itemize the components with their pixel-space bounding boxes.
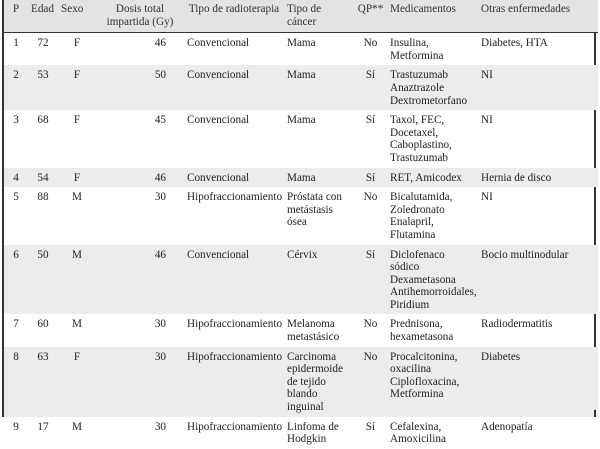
cell-radiotherapy-type: Convencional xyxy=(184,245,284,315)
column-header-dose: Dosis total impartida (Gy) xyxy=(96,0,184,33)
cell-radiotherapy-type: Convencional xyxy=(187,114,250,127)
cell-cancer-type: Próstata con metástasis ósea xyxy=(287,191,342,229)
cell-qp: Sí xyxy=(354,168,387,188)
cell-patient: 2 xyxy=(4,65,28,110)
cell-other-diseases: NI xyxy=(481,114,493,127)
cell-cancer-type: Mama xyxy=(287,37,316,50)
cell-dose: 46 xyxy=(96,245,184,315)
table-row xyxy=(4,168,598,188)
cell-age: 53 xyxy=(28,65,58,110)
table-row xyxy=(4,347,598,417)
cell-cancer-type: Carcinoma epidermoide de tejido blando inguinal xyxy=(284,347,354,417)
cell-other-diseases: Diabetes xyxy=(478,347,598,417)
cell-sex: F xyxy=(58,65,96,110)
cell-qp: No xyxy=(363,191,378,204)
cell-radiotherapy-type: Hipofraccionamiento xyxy=(187,318,283,331)
cell-cancer-type: Mama xyxy=(284,168,354,188)
cell-sex: M xyxy=(72,420,82,433)
cell-sex: F xyxy=(58,168,96,188)
cell-medications: Diclofenaco sódico Dexametasona Antihemorroidales, Piridium xyxy=(387,245,478,315)
column-header-age: Edad xyxy=(28,0,58,33)
cell-radiotherapy-type: Hipofraccionamiento xyxy=(187,191,283,204)
cell-cancer-type: Mama xyxy=(284,65,354,110)
column-header-medications: Medicamentos xyxy=(387,0,478,33)
cell-age: 60 xyxy=(37,318,49,331)
cell-dose: 46 xyxy=(154,37,166,50)
cell-patient: 8 xyxy=(4,347,28,417)
cell-age: 50 xyxy=(28,245,58,315)
table-row xyxy=(4,417,598,449)
cell-medications: RET, Amicodex xyxy=(387,168,478,188)
cell-sex: M xyxy=(72,318,82,331)
table-header-row xyxy=(4,0,598,33)
cell-medications: Procalcitonina, oxacilina Ciplofloxacina, Metformina xyxy=(387,347,478,417)
cell-age: 72 xyxy=(37,37,49,50)
table-row xyxy=(4,33,598,66)
cell-sex: F xyxy=(73,114,81,127)
column-header-other-diseases: Otras enfermedades xyxy=(478,0,598,33)
cell-dose: 30 xyxy=(154,420,166,433)
cell-qp: Sí xyxy=(365,420,376,433)
column-header-patient: P xyxy=(4,0,28,33)
cell-age: 54 xyxy=(28,168,58,188)
table-row xyxy=(4,245,598,315)
cell-other-diseases: Radiodermatitis xyxy=(481,318,553,331)
patient-table xyxy=(4,0,598,449)
cell-age: 63 xyxy=(28,347,58,417)
cell-cancer-type: Melanoma metastásico xyxy=(287,318,340,344)
cell-radiotherapy-type: Convencional xyxy=(184,168,284,188)
cell-cancer-type: Linfoma de Hodgkin xyxy=(287,420,339,446)
cell-patient: 4 xyxy=(4,168,28,188)
cell-qp: Sí xyxy=(365,114,376,127)
cell-other-diseases: Adenopatía xyxy=(481,420,533,433)
cell-other-diseases: Diabetes, HTA xyxy=(481,37,548,50)
patient-table-frame xyxy=(2,0,596,446)
cell-radiotherapy-type: Convencional xyxy=(184,65,284,110)
column-header-sex: Sexo xyxy=(58,0,96,33)
cell-age: 68 xyxy=(37,114,49,127)
cell-patient: 6 xyxy=(4,245,28,315)
cell-medications: Taxol, FEC, Docetaxel, Caboplastino, Trastuzumab xyxy=(390,114,452,164)
cell-sex: F xyxy=(58,347,96,417)
cell-dose: 30 xyxy=(154,318,166,331)
cell-dose: 30 xyxy=(154,191,166,204)
table-continuation xyxy=(2,410,596,417)
cell-sex: F xyxy=(73,37,81,50)
column-header-radiotherapy-type: Tipo de radioterapia xyxy=(184,0,284,33)
cell-other-diseases: NI xyxy=(481,191,493,204)
cell-qp: No xyxy=(363,318,378,331)
cell-patient: 3 xyxy=(13,114,19,127)
table-row xyxy=(4,65,598,110)
cell-radiotherapy-type: Hipofraccionamiento xyxy=(187,420,283,433)
cell-dose: 50 xyxy=(96,65,184,110)
cell-other-diseases: Hernia de disco xyxy=(478,168,598,188)
cell-patient: 9 xyxy=(13,420,19,433)
table-row xyxy=(4,110,598,167)
cell-dose: 45 xyxy=(154,114,166,127)
cell-dose: 30 xyxy=(96,347,184,417)
cell-cancer-type: Cérvix xyxy=(284,245,354,315)
table-row xyxy=(4,314,598,346)
table-row xyxy=(4,187,598,244)
cell-patient: 5 xyxy=(13,191,19,204)
cell-dose: 46 xyxy=(96,168,184,188)
cell-patient: 1 xyxy=(13,37,19,50)
cell-medications: Insulina, Metformina xyxy=(390,37,444,62)
cell-medications: Cefalexina, Amoxicilina xyxy=(390,420,446,446)
cell-medications: Trastuzumab Anaztrazole Dextrometorfano xyxy=(387,65,478,110)
cell-sex: M xyxy=(72,191,82,204)
cell-age: 17 xyxy=(37,420,49,433)
column-header-cancer-type: Tipo de cáncer xyxy=(284,0,354,33)
column-header-qp: QP** xyxy=(354,0,387,33)
cell-cancer-type: Mama xyxy=(287,114,316,127)
cell-medications: Bicalutamida, Zoledronato Enalapril, Flutamina xyxy=(390,191,453,241)
cell-medications: Prednisona, hexametasona xyxy=(390,318,454,344)
cell-patient: 7 xyxy=(13,318,19,331)
cell-radiotherapy-type: Convencional xyxy=(187,37,250,50)
cell-qp: No xyxy=(354,347,387,417)
cell-other-diseases: NI xyxy=(478,65,598,110)
cell-qp: Sí xyxy=(354,245,387,315)
cell-age: 88 xyxy=(37,191,49,204)
cell-other-diseases: Bocio multinodular xyxy=(478,245,598,315)
cell-qp: Sí xyxy=(354,65,387,110)
cell-qp: No xyxy=(363,37,378,50)
cell-radiotherapy-type: Hipofraccionamiento xyxy=(184,347,284,417)
cell-sex: M xyxy=(58,245,96,315)
